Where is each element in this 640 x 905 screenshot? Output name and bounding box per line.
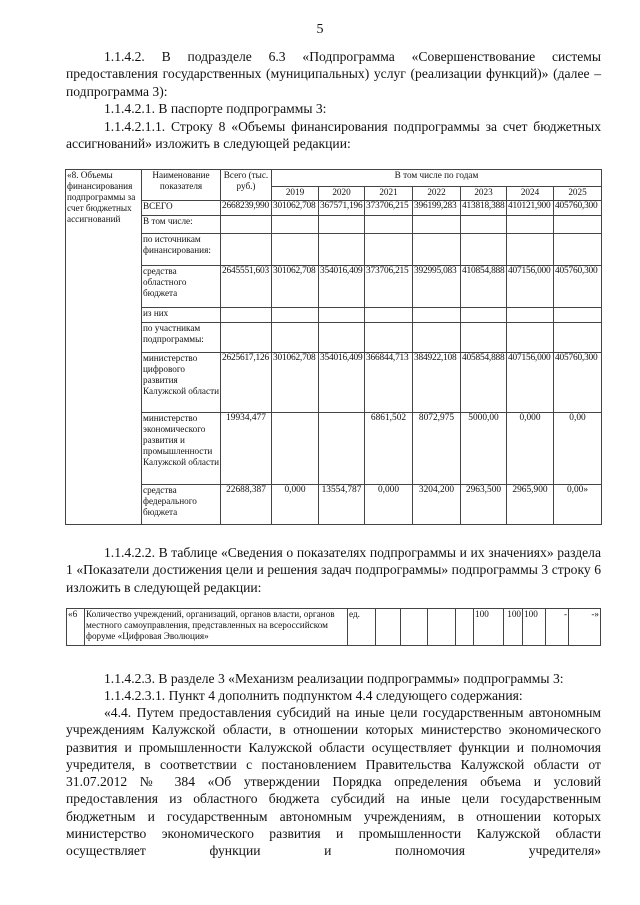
cell-value: 100 — [504, 609, 523, 646]
cell-value: 354016,409 — [319, 266, 365, 308]
table-row — [66, 308, 602, 323]
cell-value — [554, 308, 602, 323]
cell-value — [319, 413, 365, 485]
cell-value: 0,000 — [272, 485, 319, 525]
cell-value — [554, 234, 602, 266]
header-year: 2024 — [507, 187, 554, 201]
cell-value — [428, 609, 456, 646]
paragraph-1-1-4-2-3-1: 1.1.4.2.3.1. Пункт 4 дополнить подпунктом 4.4 следующего содержания: — [104, 688, 523, 703]
row-total: 2625617,126 — [221, 353, 272, 413]
cell-value: 407156,000 — [507, 353, 554, 413]
cell-value — [272, 216, 319, 234]
cell-value: 100 — [523, 609, 546, 646]
table-row — [66, 323, 602, 353]
cell-value — [272, 323, 319, 353]
table-row — [66, 485, 602, 525]
cell-value — [319, 234, 365, 266]
cell-value — [507, 323, 554, 353]
table-row — [66, 234, 602, 266]
indicator-table — [66, 608, 601, 646]
cell-value: 301062,708 — [272, 353, 319, 413]
cell-value: 405854,888 — [461, 353, 507, 413]
cell-value: 413818,388 — [461, 201, 507, 216]
cell-value — [461, 216, 507, 234]
cell-value: - — [546, 609, 569, 646]
cell-value — [365, 216, 413, 234]
table-row — [66, 266, 602, 308]
cell-value: 366844,713 — [365, 353, 413, 413]
row-name: по участникам подпрограммы: — [142, 323, 221, 353]
table-row — [66, 413, 602, 485]
cell-value — [365, 308, 413, 323]
funding-row-label: «8. Объемы финансирования подпрограммы за счет бюджетных ассигнований — [66, 170, 142, 525]
table-row — [67, 609, 601, 646]
cell-value — [365, 323, 413, 353]
table-row — [66, 353, 602, 413]
cell-value — [554, 216, 602, 234]
paragraph-1-1-4-2: 1.1.4.2. В подразделе 6.3 «Подпрограмма «Совершенствование системы предоставления государственных (муниципальных) услуг (реализации функций)» (далее – подпрограмма 3): — [66, 49, 601, 99]
paragraph-1-1-4-2-2: 1.1.4.2.2. В таблице «Сведения о показателях подпрограммы и их значениях» раздела 1 «Показатели достижения цели и решения задач подпрограммы» подпрограммы 3 строку 6 изложить в следующей редакции: — [66, 545, 601, 595]
cell-value: 13554,787 — [319, 485, 365, 525]
cell-value — [507, 216, 554, 234]
cell-value: 354016,409 — [319, 353, 365, 413]
cell-value: 405760,300 — [554, 201, 602, 216]
header-year: 2019 — [272, 187, 319, 201]
cell-value: 0,000 — [365, 485, 413, 525]
cell-value — [413, 234, 461, 266]
header-year: 2021 — [365, 187, 413, 201]
paragraph-1-1-4-2-1-1: 1.1.4.2.1.1. Строку 8 «Объемы финансирования подпрограммы за счет бюджетных ассигнований» изложить в следующей редакции: — [66, 119, 601, 152]
cell-value — [365, 234, 413, 266]
cell-value — [319, 216, 365, 234]
paragraph-1-1-4-2-3: 1.1.4.2.3. В разделе 3 «Механизм реализации подпрограммы» подпрограммы 3: — [104, 671, 564, 686]
cell-value: 2963,500 — [461, 485, 507, 525]
cell-value: 8072,975 — [413, 413, 461, 485]
page-number: 5 — [316, 22, 324, 37]
indicator-description: Количество учреждений, организаций, органов власти, органов местного самоуправления, представленных на всероссийском форуме «Цифровая Эволюция» — [85, 609, 348, 646]
cell-value — [413, 323, 461, 353]
cell-value — [319, 323, 365, 353]
row-name: В том числе: — [142, 216, 221, 234]
cell-value: 392995,083 — [413, 266, 461, 308]
row-name: средства областного бюджета — [142, 266, 221, 308]
header-by-years: В том числе по годам — [272, 170, 602, 187]
cell-value: 5000,00 — [461, 413, 507, 485]
cell-value — [461, 323, 507, 353]
row-total: 22688,387 — [221, 485, 272, 525]
cell-value: 0,00 — [554, 413, 602, 485]
cell-value — [413, 308, 461, 323]
header-year: 2023 — [461, 187, 507, 201]
cell-value: 100 — [474, 609, 504, 646]
cell-value: 2965,900 — [507, 485, 554, 525]
cell-value: 3204,200 — [413, 485, 461, 525]
cell-value — [554, 323, 602, 353]
cell-value — [413, 216, 461, 234]
cell-value: 0,00» — [554, 485, 602, 525]
row-total: 2668239,990 — [221, 201, 272, 216]
row-total — [221, 216, 272, 234]
cell-value — [272, 413, 319, 485]
cell-value — [272, 308, 319, 323]
cell-value — [376, 609, 401, 646]
cell-value — [272, 234, 319, 266]
cell-value — [401, 609, 428, 646]
cell-value: -» — [569, 609, 601, 646]
row-total: 2645551,603 — [221, 266, 272, 308]
row-name: из них — [142, 308, 221, 323]
cell-value: 6861,502 — [365, 413, 413, 485]
cell-value — [461, 234, 507, 266]
header-indicator: Наименование показателя — [142, 170, 221, 201]
cell-value — [507, 308, 554, 323]
cell-value — [507, 234, 554, 266]
cell-value: 405760,300 — [554, 353, 602, 413]
row-total — [221, 308, 272, 323]
header-total: Всего (тыс. руб.) — [221, 170, 272, 201]
row-number: «6 — [67, 609, 85, 646]
cell-value: 384922,108 — [413, 353, 461, 413]
cell-value: 410854,888 — [461, 266, 507, 308]
cell-value: 405760,300 — [554, 266, 602, 308]
row-total — [221, 234, 272, 266]
cell-value — [456, 609, 474, 646]
header-year: 2020 — [319, 187, 365, 201]
paragraph-1-1-4-2-1: 1.1.4.2.1. В паспорте подпрограммы 3: — [104, 101, 327, 116]
row-name: министерство экономического развития и промышленности Калужской области — [142, 413, 221, 485]
cell-value: 373706,215 — [365, 266, 413, 308]
row-total — [221, 323, 272, 353]
cell-value — [461, 308, 507, 323]
row-name: средства федерального бюджета — [142, 485, 221, 525]
row-total: 19934,477 — [221, 413, 272, 485]
unit: ед. — [348, 609, 376, 646]
cell-value: 301062,708 — [272, 266, 319, 308]
table-row — [66, 216, 602, 234]
paragraph-4-4: «4.4. Путем предоставления субсидий на иные цели государственным автономным учреждениям Калужской области, в отношении которых министерство экономического развития и промышленности Калужской области осуществляет функции и полномочия учредителя, в соответствии с постановлением Правительства Калужской области от 31.07.2012 № 384 «Об утверждении Порядка определения объема и условий предоставления из областного бюджета субсидий на иные цели государственным бюджетным и государственным автономным учреждениям, в отношении которых министерство экономического развития и промышленности Калужской области осуществляет функции и полномочия учредителя» — [66, 705, 601, 859]
cell-value: 410121,900 — [507, 201, 554, 216]
cell-value — [319, 308, 365, 323]
header-year: 2025 — [554, 187, 602, 201]
cell-value: 373706,215 — [365, 201, 413, 216]
cell-value: 301062,708 — [272, 201, 319, 216]
row-name: министерство цифрового развития Калужской области — [142, 353, 221, 413]
cell-value: 0,000 — [507, 413, 554, 485]
header-year: 2022 — [413, 187, 461, 201]
cell-value: 396199,283 — [413, 201, 461, 216]
cell-value: 407156,000 — [507, 266, 554, 308]
cell-value: 367571,196 — [319, 201, 365, 216]
funding-table — [65, 169, 602, 525]
row-name: ВСЕГО — [142, 201, 221, 216]
table-row — [66, 201, 602, 216]
row-name: по источникам финансирования: — [142, 234, 221, 266]
